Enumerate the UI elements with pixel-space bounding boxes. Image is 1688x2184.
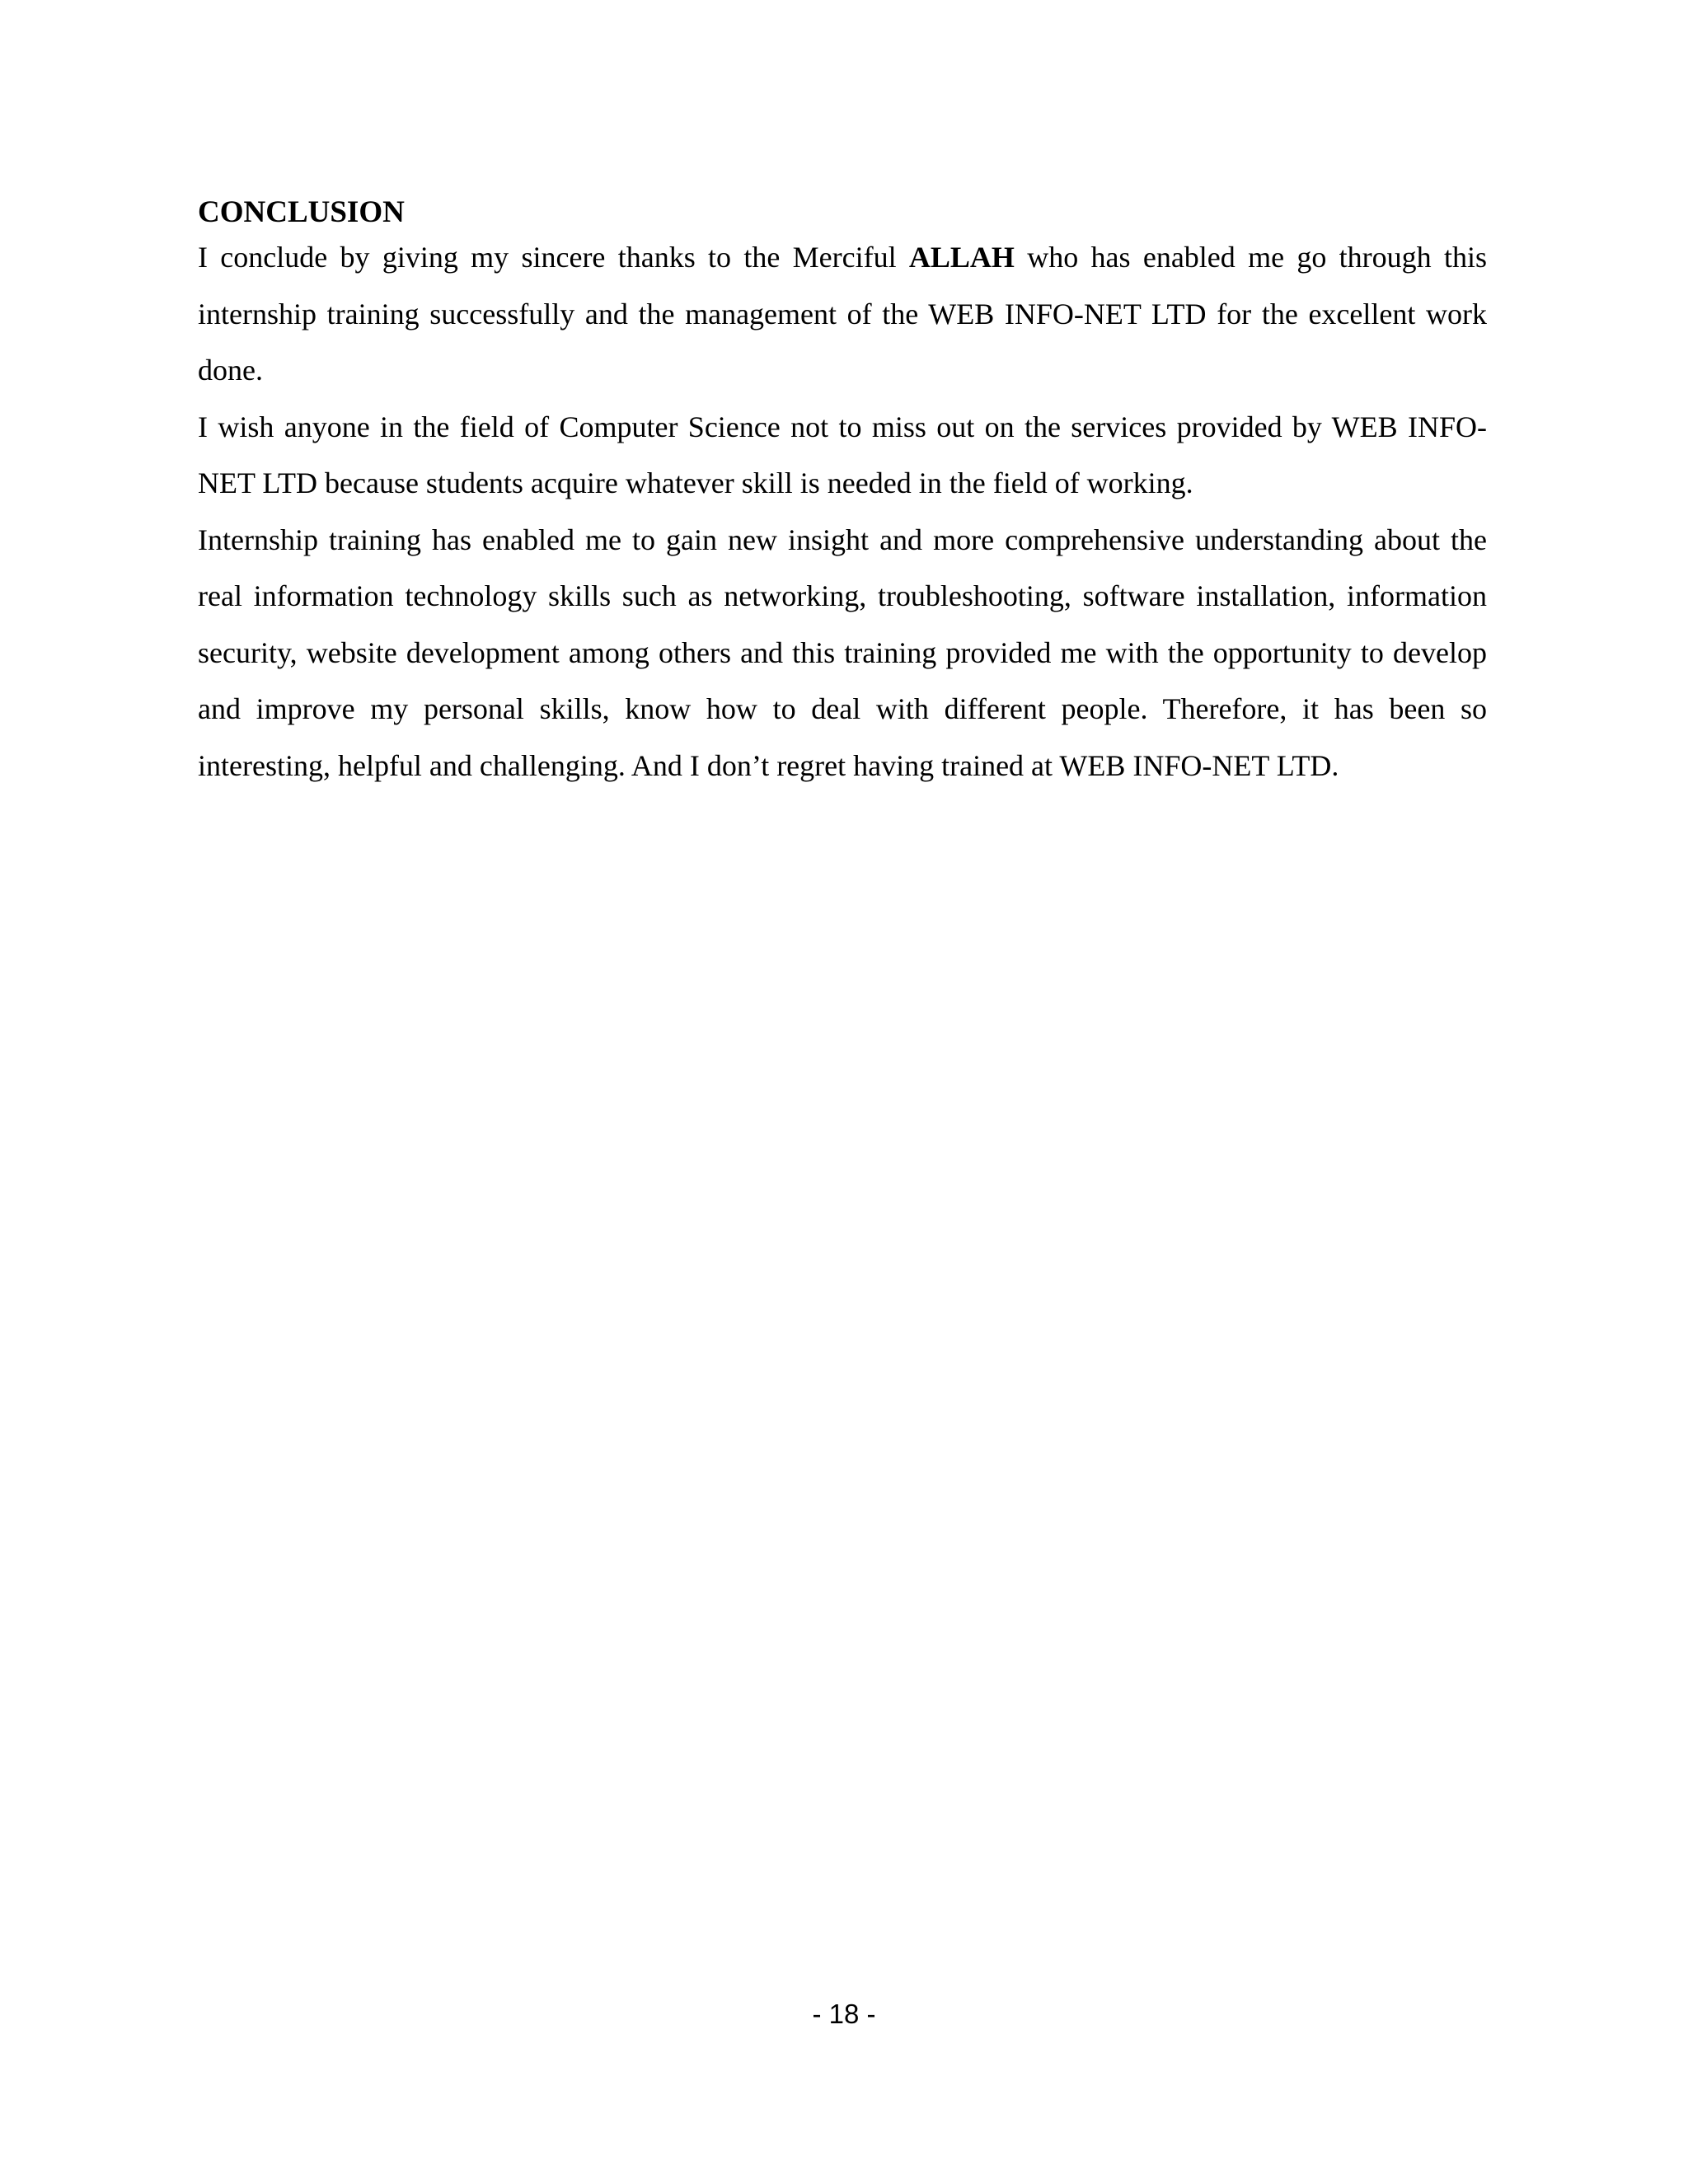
paragraph-thanks bbox=[198, 229, 1487, 399]
page-content bbox=[198, 194, 1487, 794]
paragraph-thanks-text-end: who has enabled me go through this internship training successfully and the management of the WEB INFO-NET LTD for the excellent work done. bbox=[198, 241, 1487, 387]
paragraph-thanks-bold-text: ALLAH bbox=[908, 241, 1015, 274]
paragraph-experience: Internship training has enabled me to gain new insight and more comprehensive understanding about the real information technology skills such as networking, troubleshooting, software installation, information security, website development among others and this training provided me with the opportunity to develop and improve my personal skills, know how to deal with different people. Therefore, it has been so interesting, helpful and challenging. And I don’t regret having trained at WEB INFO-NET LTD. bbox=[198, 523, 1487, 782]
paragraph-recommendation: I wish anyone in the field of Computer Science not to miss out on the services provided by WEB INFO-NET LTD because students acquire whatever skill is needed in the field of working. bbox=[198, 410, 1487, 499]
section-heading: CONCLUSION bbox=[198, 195, 405, 229]
paragraph-thanks-text-start: I conclude by giving my sincere thanks to the Merciful bbox=[198, 241, 909, 274]
page-number: - 18 - bbox=[812, 1999, 876, 2029]
